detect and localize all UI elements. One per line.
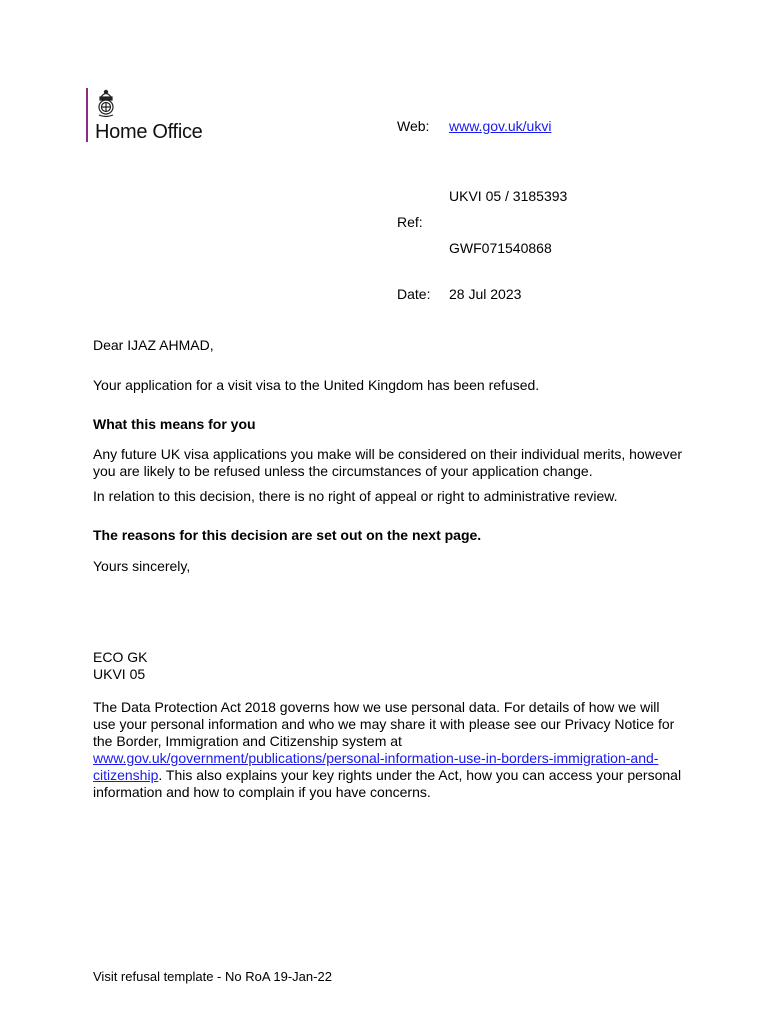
date-value: 28 Jul 2023 <box>449 286 522 302</box>
signatory-line-1: ECO GK <box>93 649 148 665</box>
reasons-note: The reasons for this decision are set out on the next page. <box>93 527 482 543</box>
royal-crest-icon <box>95 88 117 118</box>
privacy-paragraph <box>93 699 683 801</box>
salutation: Dear IJAZ AHMAD, <box>93 337 214 353</box>
appeal-paragraph: In relation to this decision, there is no right of appeal or right to administrative review. <box>93 488 618 504</box>
date-label: Date: <box>397 286 431 302</box>
refusal-intro: Your application for a visit visa to the United Kingdom has been refused. <box>93 377 540 393</box>
privacy-text-part-2: . This also explains your key rights under the Act, how you can access your personal information and how to complain if you have concerns. <box>93 767 682 800</box>
ref-value-1: UKVI 05 / 3185393 <box>449 188 568 204</box>
web-label: Web: <box>397 118 430 134</box>
logo-accent-bar <box>86 88 88 142</box>
web-link[interactable]: www.gov.uk/ukvi <box>449 118 552 134</box>
home-office-logo <box>86 88 226 142</box>
signatory-line-2: UKVI 05 <box>93 666 146 682</box>
template-footer: Visit refusal template - No RoA 19-Jan-22 <box>93 969 332 984</box>
ref-label: Ref: <box>397 214 423 230</box>
section-heading: What this means for you <box>93 416 256 432</box>
ref-value-2: GWF071540868 <box>449 240 552 256</box>
privacy-notice-link[interactable]: www.gov.uk/government/publications/personal-information-use-in-borders-immigration-and-citizenship <box>93 750 659 783</box>
closing: Yours sincerely, <box>93 558 191 574</box>
logo-text: Home Office <box>95 121 203 143</box>
privacy-text-part-1: The Data Protection Act 2018 governs how we use personal data. For details of how we will use your personal information and who we may share it with please see our Privacy Notice for the Border, Immigration and Citizenship system at <box>93 699 675 749</box>
meaning-paragraph: Any future UK visa applications you make will be considered on their individual merits, however you are likely to be refused unless the circumstances of your application change. <box>93 446 683 479</box>
